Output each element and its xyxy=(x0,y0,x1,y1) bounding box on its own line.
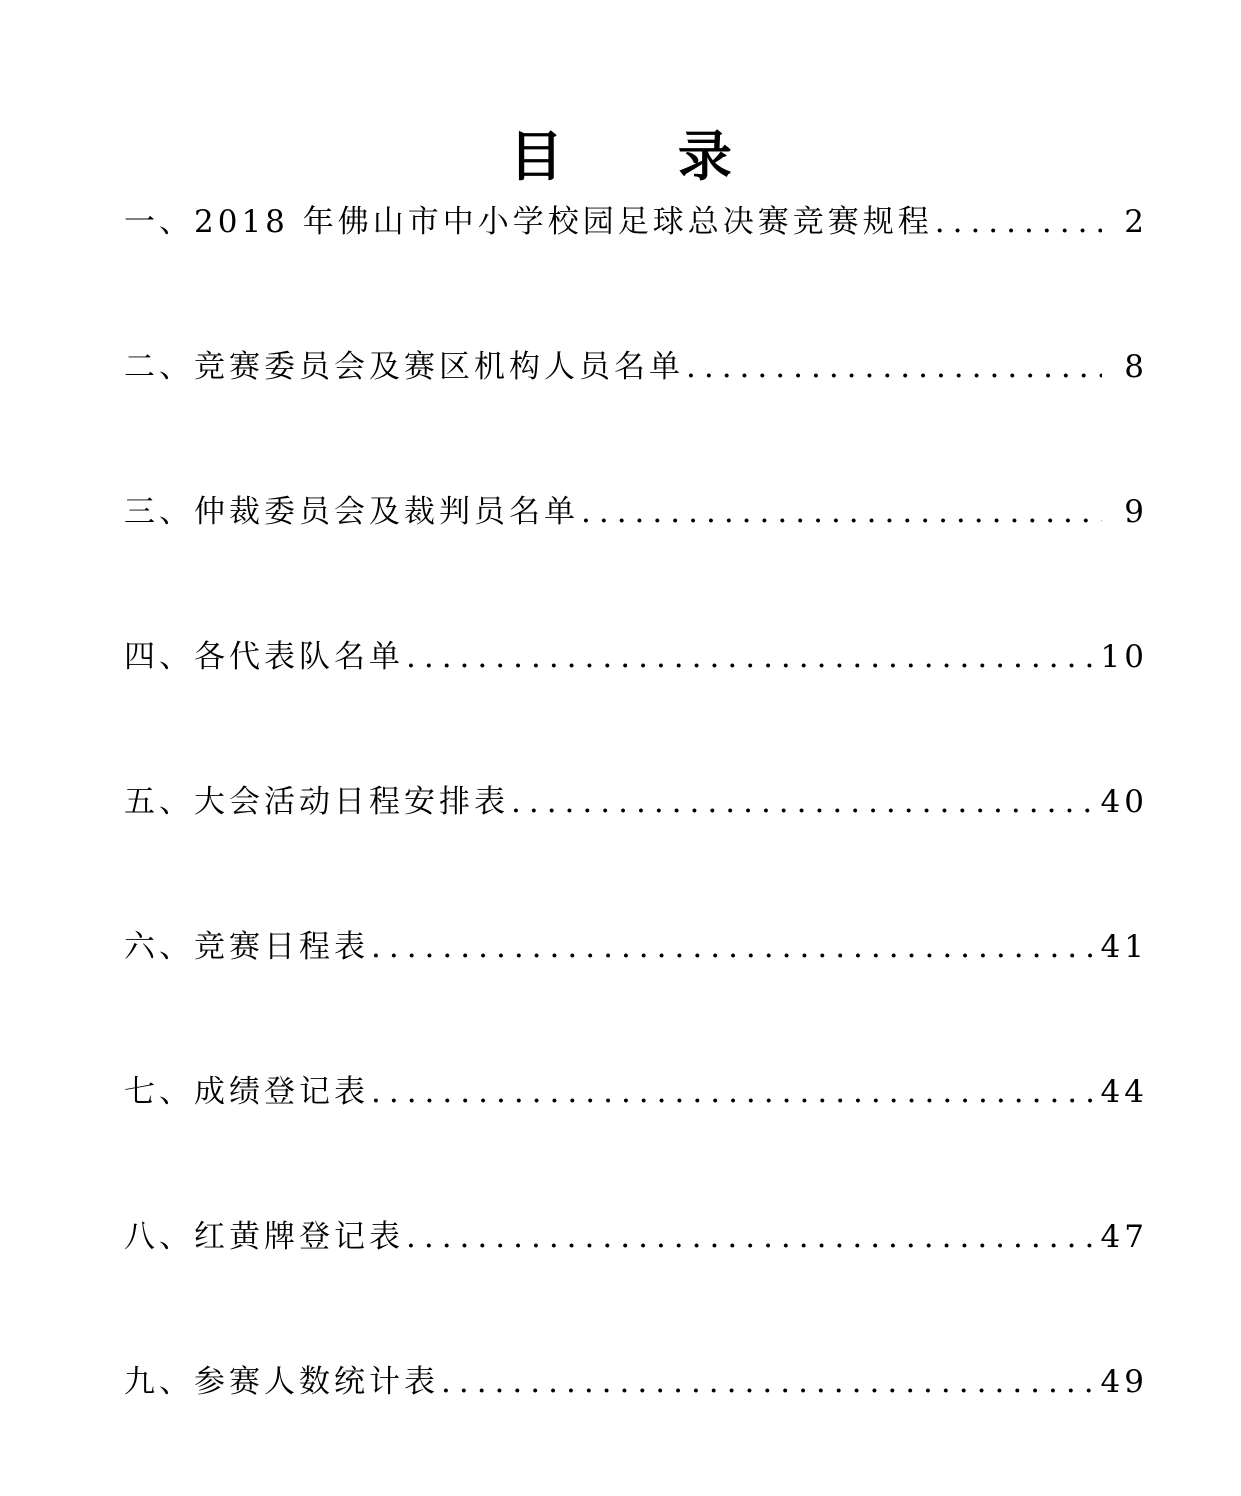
toc-entry-page: 2 xyxy=(1124,204,1148,240)
toc-entry[interactable] xyxy=(124,191,1148,336)
toc-dot-leader xyxy=(371,1061,1095,1123)
toc-entry-label: 五、大会活动日程安排表 xyxy=(124,784,509,820)
toc-entry-label: 一、2018 年佛山市中小学校园足球总决赛竞赛规程 xyxy=(124,204,933,240)
toc-entry[interactable] xyxy=(124,1351,1148,1496)
toc-entry-label: 二、竞赛委员会及赛区机构人员名单 xyxy=(124,349,684,385)
toc-entry[interactable] xyxy=(124,481,1148,626)
toc-entry-label: 六、竞赛日程表 xyxy=(124,929,369,965)
toc-dot-leader xyxy=(371,916,1095,978)
toc-dot-leader xyxy=(581,481,1102,543)
toc-entry-page: 9 xyxy=(1124,494,1148,530)
toc-entry-page: 40 xyxy=(1100,784,1148,820)
toc-title: 目 录 xyxy=(509,125,780,189)
toc-entry[interactable] xyxy=(124,916,1148,1061)
toc-entry-label: 四、各代表队名单 xyxy=(124,639,404,675)
toc-entry-page: 47 xyxy=(1100,1219,1148,1255)
toc-entry[interactable] xyxy=(124,336,1148,481)
toc-entry-page: 10 xyxy=(1100,639,1148,675)
toc-entry[interactable] xyxy=(124,771,1148,916)
toc-entry-label: 八、红黄牌登记表 xyxy=(124,1219,404,1255)
toc-dot-leader xyxy=(511,771,1095,833)
toc-dot-leader xyxy=(686,336,1102,398)
toc-dot-leader xyxy=(406,1206,1095,1268)
toc-entry-page: 8 xyxy=(1124,349,1148,385)
toc-entry-label: 三、仲裁委员会及裁判员名单 xyxy=(124,494,579,530)
toc-entry[interactable] xyxy=(124,1061,1148,1206)
toc-dot-leader xyxy=(441,1351,1095,1413)
toc-entry[interactable] xyxy=(124,626,1148,771)
toc-dot-leader xyxy=(935,191,1102,253)
toc-entry-label: 九、参赛人数统计表 xyxy=(124,1364,439,1400)
toc-entry-page: 44 xyxy=(1100,1074,1148,1110)
toc-entry[interactable] xyxy=(124,1206,1148,1351)
toc-entry-page: 41 xyxy=(1100,929,1148,965)
toc-entry-page: 49 xyxy=(1100,1364,1148,1400)
toc-entry-label: 七、成绩登记表 xyxy=(124,1074,369,1110)
toc-list xyxy=(124,191,1148,1496)
toc-dot-leader xyxy=(406,626,1095,688)
